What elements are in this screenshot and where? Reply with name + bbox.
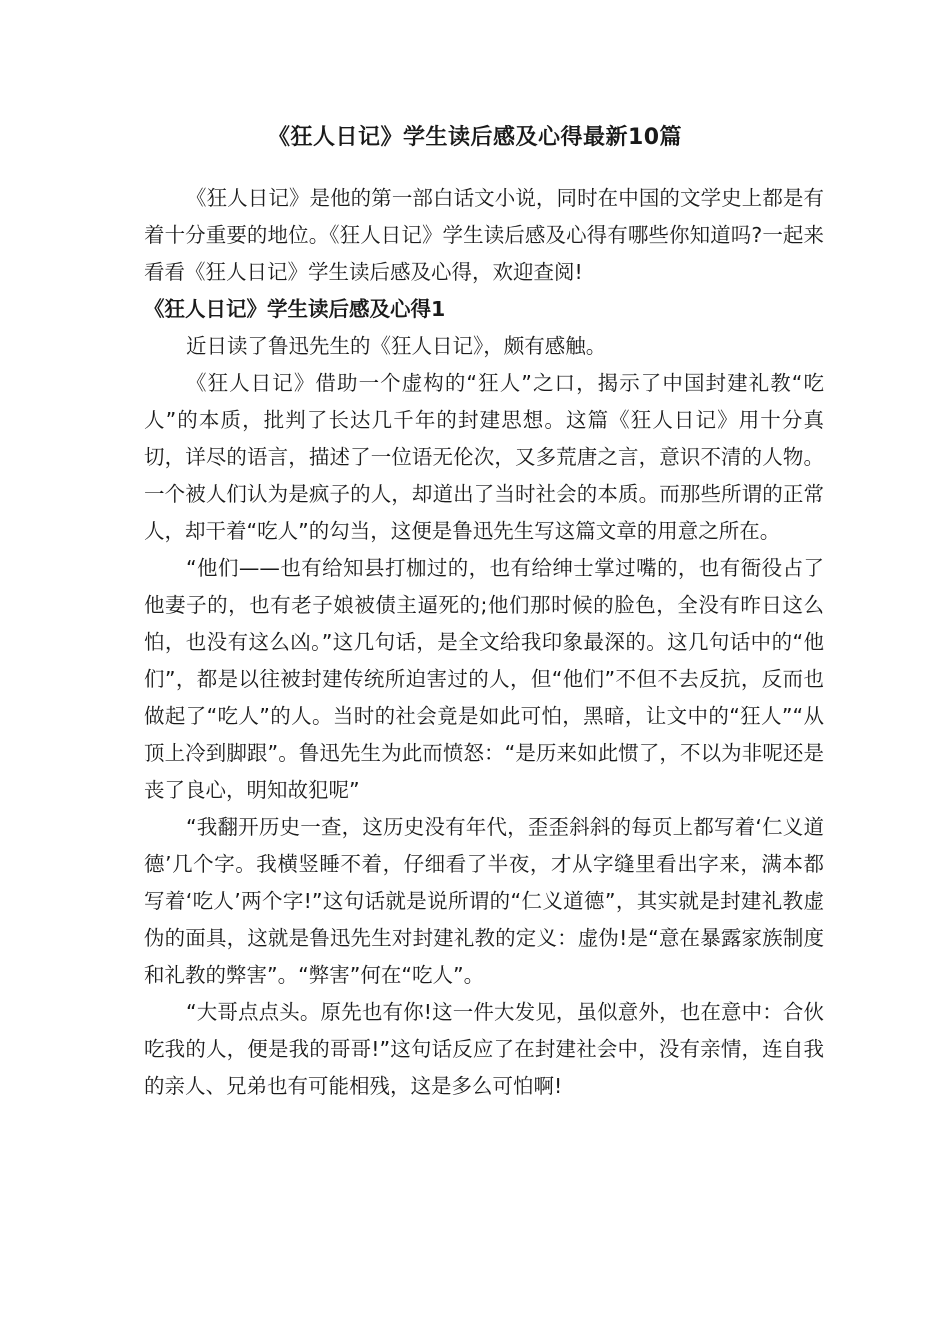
body-paragraph: 《狂人日记》借助一个虚构的“狂人”之口，揭示了中国封建礼教“吃人”的本质，批判了长达几千年的封建思想。这篇《狂人日记》用十分真切，详尽的语言，描述了一位语无伦次，又多荒唐之言，意识不清的人物。一个被人们认为是疯子的人，却道出了当时社会的本质。而那些所谓的正常人，却干着“吃人”的勾当，这便是鲁迅先生写这篇文章的用意之所在。 <box>144 371 824 543</box>
body-paragraph: “他们——也有给知县打枷过的，也有给绅士掌过嘴的，也有衙役占了他妻子的，也有老子娘被债主逼死的;他们那时候的脸色，全没有昨日这么怕，也没有这么凶。”这几句话，是全文给我印象最深的。这几句话中的“他们”，都是以往被封建传统所迫害过的人，但“他们”不但不去反抗，反而也做起了“吃人”的人。当时的社会竟是如此可怕，黑暗，让文中的“狂人”“从顶上冷到脚跟”。鲁迅先生为此而愤怒：“是历来如此惯了，不以为非呢还是丧了良心，明知故犯呢” <box>144 556 824 802</box>
intro-paragraph: 《狂人日记》是他的第一部白话文小说，同时在中国的文学史上都是有着十分重要的地位。《狂人日记》学生读后感及心得有哪些你知道吗?一起来看看《狂人日记》学生读后感及心得，欢迎查阅! <box>144 186 824 284</box>
body-paragraph: “我翻开历史一查，这历史没有年代，歪歪斜斜的每页上都写着‘仁义道德’几个字。我横竖睡不着，仔细看了半夜，才从字缝里看出字来，满本都写着‘吃人’两个字!”这句话就是说所谓的“仁义道德”，其实就是封建礼教虚伪的面具，这就是鲁迅先生对封建礼教的定义：虚伪!是“意在暴露家族制度和礼教的弊害”。“弊害”何在“吃人”。 <box>144 815 824 987</box>
body-paragraph: 近日读了鲁迅先生的《狂人日记》，颇有感触。 <box>186 334 607 358</box>
document-title: 《狂人日记》学生读后感及心得最新10篇 <box>267 125 683 150</box>
document-body <box>144 180 824 1105</box>
section-heading: 《狂人日记》学生读后感及心得1 <box>144 297 446 321</box>
body-paragraph: “大哥点点头。原先也有你!这一件大发见，虽似意外，也在意中：合伙吃我的人，便是我的哥哥!”这句话反应了在封建社会中，没有亲情，连自我的亲人、兄弟也有可能相残，这是多么可怕啊! <box>144 1000 824 1098</box>
